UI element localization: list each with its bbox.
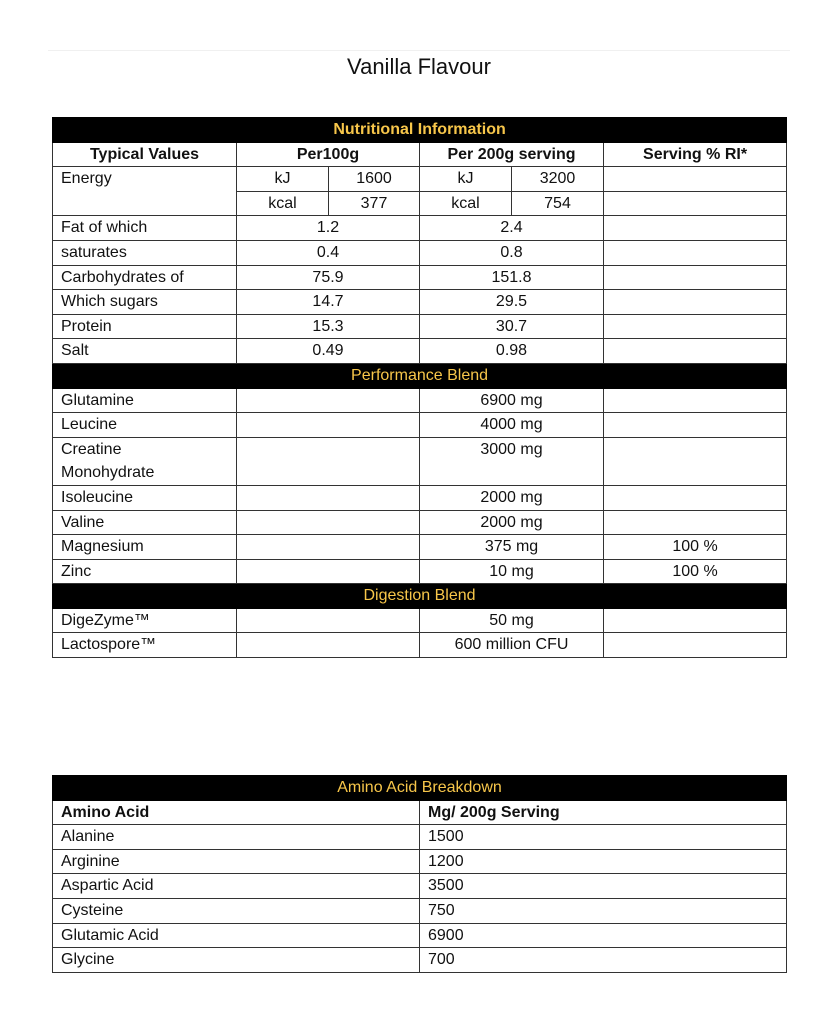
blend-label: Magnesium [53, 535, 237, 560]
nutrient-per200: 2.4 [420, 216, 604, 241]
blend-row [53, 608, 787, 633]
nutrient-label: Carbohydrates of [53, 265, 237, 290]
blend-per100 [237, 535, 420, 560]
blend-label: Leucine [53, 413, 237, 438]
page-title: Vanilla Flavour [347, 54, 491, 79]
performance-header: Performance Blend [53, 363, 787, 388]
amino-name: Alanine [53, 825, 420, 850]
nutrient-label: Protein [53, 314, 237, 339]
kcal-value-200: 754 [512, 191, 604, 216]
blend-label: Valine [53, 510, 237, 535]
nutrition-table [52, 117, 787, 658]
nutrient-ri [604, 314, 787, 339]
blend-row [53, 633, 787, 658]
amino-name: Glycine [53, 948, 420, 973]
nutrient-ri [604, 240, 787, 265]
kcal-unit-100: kcal [237, 191, 329, 216]
blend-per100 [237, 437, 420, 485]
blend-per100 [237, 485, 420, 510]
blend-per100 [237, 388, 420, 413]
nutrient-label: saturates [53, 240, 237, 265]
nutrition-header: Nutritional Information [53, 118, 787, 143]
nutrient-per200: 0.8 [420, 240, 604, 265]
nutrient-ri [604, 339, 787, 364]
col-per100g: Per100g [237, 142, 420, 167]
blend-label-multiline [53, 437, 237, 485]
digestion-header: Digestion Blend [53, 584, 787, 609]
amino-row [53, 849, 787, 874]
amino-name: Cysteine [53, 898, 420, 923]
amino-value: 1200 [420, 849, 787, 874]
amino-row [53, 874, 787, 899]
nutrient-label: Fat of which [53, 216, 237, 241]
amino-row [53, 923, 787, 948]
kj-unit-100: kJ [237, 167, 329, 192]
kj-value-200: 3200 [512, 167, 604, 192]
nutrient-per200: 0.98 [420, 339, 604, 364]
col-typical-values: Typical Values [53, 142, 237, 167]
amino-header-row [53, 776, 787, 801]
amino-name: Arginine [53, 849, 420, 874]
blend-ri [604, 388, 787, 413]
blend-label: DigeZyme™ [53, 608, 237, 633]
blend-label-line2: Monohydrate [61, 464, 155, 482]
col-amino-acid: Amino Acid [53, 800, 420, 825]
nutrient-per100: 0.4 [237, 240, 420, 265]
amino-name: Aspartic Acid [53, 874, 420, 899]
header-rule [48, 50, 790, 51]
amino-row [53, 825, 787, 850]
blend-ri: 100 % [604, 535, 787, 560]
blend-ri [604, 413, 787, 438]
kcal-value-100: 377 [329, 191, 420, 216]
nutrient-per200: 151.8 [420, 265, 604, 290]
blend-label: Glutamine [53, 388, 237, 413]
kj-value-100: 1600 [329, 167, 420, 192]
amino-name: Glutamic Acid [53, 923, 420, 948]
blend-per200: 600 million CFU [420, 633, 604, 658]
kj-unit-200: kJ [420, 167, 512, 192]
blend-row [53, 437, 787, 485]
blend-per200: 50 mg [420, 608, 604, 633]
blend-per100 [237, 633, 420, 658]
nutrient-per200: 30.7 [420, 314, 604, 339]
nutrient-row [53, 216, 787, 241]
blend-per200: 375 mg [420, 535, 604, 560]
nutrient-row [53, 314, 787, 339]
nutrient-row [53, 339, 787, 364]
kcal-ri [604, 191, 787, 216]
blend-ri [604, 633, 787, 658]
kj-ri [604, 167, 787, 192]
blend-row [53, 535, 787, 560]
blend-per200: 6900 mg [420, 388, 604, 413]
blend-per100 [237, 608, 420, 633]
blend-row [53, 485, 787, 510]
nutrient-ri [604, 216, 787, 241]
blend-per100 [237, 510, 420, 535]
amino-value: 700 [420, 948, 787, 973]
amino-row [53, 948, 787, 973]
blend-per200: 2000 mg [420, 510, 604, 535]
blend-row [53, 559, 787, 584]
blend-ri [604, 437, 787, 485]
column-header-row [53, 142, 787, 167]
amino-value: 3500 [420, 874, 787, 899]
amino-value: 6900 [420, 923, 787, 948]
kcal-unit-200: kcal [420, 191, 512, 216]
amino-value: 1500 [420, 825, 787, 850]
nutrient-per100: 15.3 [237, 314, 420, 339]
blend-label-line1: Creatine [61, 440, 122, 458]
amino-column-row [53, 800, 787, 825]
nutrient-ri [604, 265, 787, 290]
nutrient-row [53, 265, 787, 290]
blend-label: Lactospore™ [53, 633, 237, 658]
blend-row [53, 413, 787, 438]
nutrient-ri [604, 290, 787, 315]
energy-kj-row [53, 167, 787, 192]
blend-per100 [237, 413, 420, 438]
col-per200g: Per 200g serving [420, 142, 604, 167]
blend-per200: 4000 mg [420, 413, 604, 438]
amino-acid-table [52, 775, 787, 973]
nutrient-per100: 14.7 [237, 290, 420, 315]
nutrient-per100: 0.49 [237, 339, 420, 364]
nutrient-per100: 1.2 [237, 216, 420, 241]
blend-per100 [237, 559, 420, 584]
blend-label: Zinc [53, 559, 237, 584]
amino-header: Amino Acid Breakdown [53, 776, 787, 801]
col-mg-serving: Mg/ 200g Serving [420, 800, 787, 825]
performance-header-row [53, 363, 787, 388]
amino-row [53, 898, 787, 923]
nutrient-label: Salt [53, 339, 237, 364]
blend-row [53, 388, 787, 413]
nutrient-row [53, 290, 787, 315]
blend-per200: 3000 mg [420, 437, 604, 485]
nutrient-label: Which sugars [53, 290, 237, 315]
nutrient-row [53, 240, 787, 265]
energy-label: Energy [53, 167, 237, 216]
blend-ri [604, 485, 787, 510]
blend-row [53, 510, 787, 535]
digestion-header-row [53, 584, 787, 609]
col-serving-ri: Serving % RI* [604, 142, 787, 167]
amino-value: 750 [420, 898, 787, 923]
blend-label: Isoleucine [53, 485, 237, 510]
nutrient-per200: 29.5 [420, 290, 604, 315]
blend-ri: 100 % [604, 559, 787, 584]
blend-per200: 2000 mg [420, 485, 604, 510]
nutrition-header-row [53, 118, 787, 143]
blend-ri [604, 510, 787, 535]
blend-ri [604, 608, 787, 633]
nutrient-per100: 75.9 [237, 265, 420, 290]
blend-per200: 10 mg [420, 559, 604, 584]
